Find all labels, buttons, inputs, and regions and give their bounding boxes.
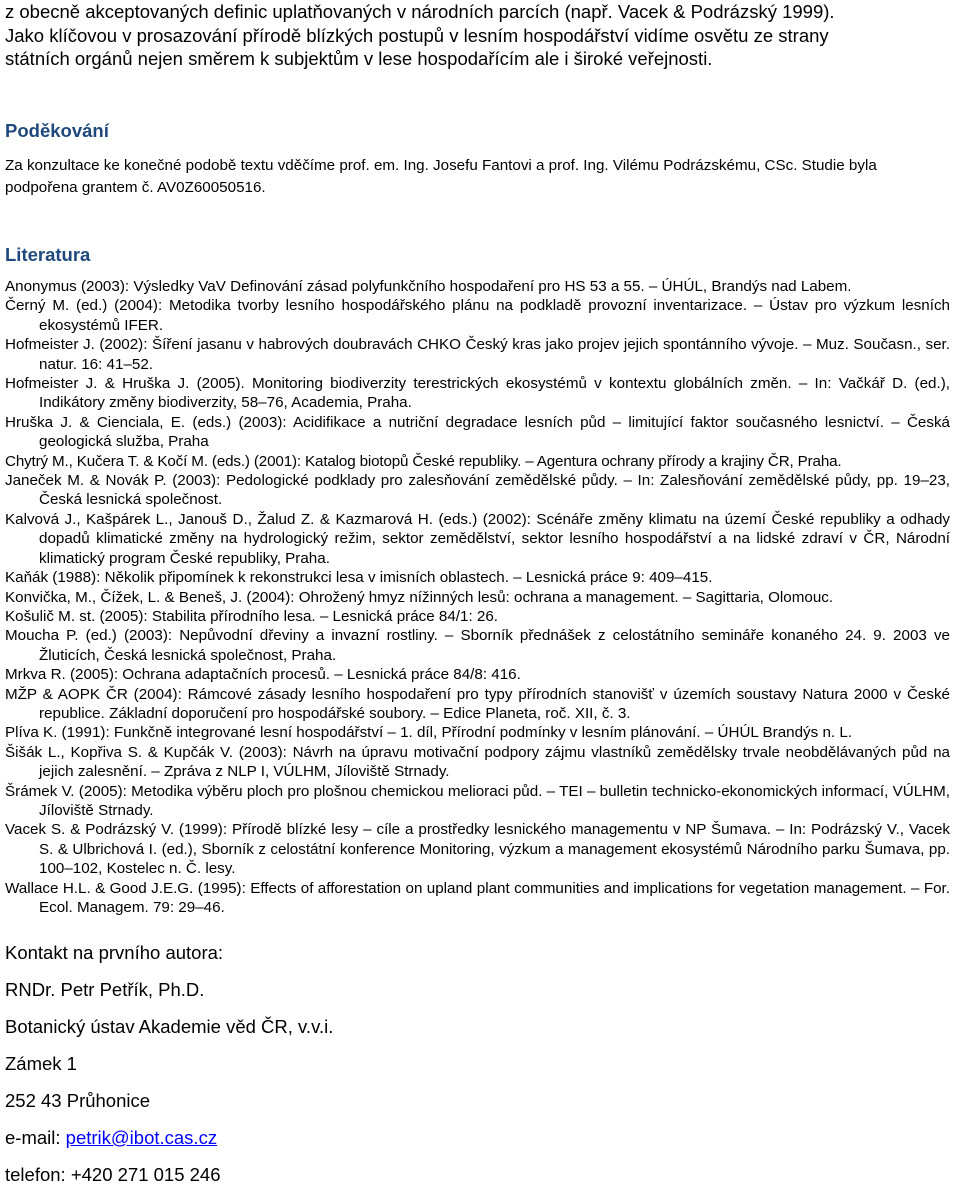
reference-item: Mrkva R. (2005): Ochrana adaptačních procesů. – Lesnická práce 84/8: 416. (5, 666, 521, 684)
reference-item: Košulič M. st. (2005): Stabilita přírodního lesa. – Lesnická práce 84/1: 26. (5, 607, 499, 625)
author-institution: Botanický ústav Akademie věd ČR, v.v.i. (5, 1016, 334, 1037)
reference-item: Konvička, M., Čížek, L. & Beneš, J. (2004): Ohrožený hmyz nížinných lesů: ochrana a management. – Sagittaria, Olomouc. (5, 588, 834, 606)
reference-item: Kaňák (1988): Několik připomínek k rekonstrukci lesa v imisních oblastech. – Lesnická práce 9: 409–415. (5, 569, 713, 587)
address-city: 252 43 Průhonice (5, 1090, 151, 1111)
reference-item: Plíva K. (1991): Funkčně integrované lesní hospodářství – 1. díl, Přírodní podmínky v lesním plánování. – ÚHÚL Brandýs n. L. (5, 724, 852, 742)
reference-item: Kalvová J., Kašpárek L., Janouš D., Žalud Z. & Kazmarová H. (eds.) (2002): Scénáře změny klimatu na území České republiky a odhady dopadů klimatické změny na hydrologický režim, sektor zemědělství, sektor lesního hospodářství a na lidské zdraví v ČR, Národní klimatický program České republiky, Praha. (5, 510, 950, 567)
document-page (5, 0, 950, 1185)
contact-heading: Kontakt na prvního autora: (5, 942, 224, 963)
reference-item: Šišák L., Kopřiva S. & Kupčák V. (2003): Návrh na úpravu motivační podpory zájmu vlastníků zemědělsky trvale neobdělávaných půd na jejich zalesnění. – Zpráva z NLP I, VÚLHM, Jíloviště Strnady. (5, 743, 950, 781)
reference-item: Černý M. (ed.) (2004): Metodika tvorby lesního hospodářského plánu na podkladě provozní inventarizace. – Ústav pro výzkum lesních ekosystémů IFER. (5, 297, 950, 334)
intro-line: Jako klíčovou v prosazování přírodě blízkých postupů v lesním hospodářství vidíme osvětu ze strany (5, 24, 829, 46)
reference-item: Hruška J. & Cienciala, E. (eds.) (2003): Acidifikace a nutriční degradace lesních půd – limitující faktor současného lesnictví. – Česká geologická služba, Praha (5, 413, 950, 451)
reference-item: Hofmeister J. (2002): Šíření jasanu v habrových doubravách CHKO Český kras jako projev jejich spontánního vývoje. – Muz. Současn., ser. natur. 16: 41–52. (5, 336, 950, 373)
author-name: RNDr. Petr Petřík, Ph.D. (5, 979, 205, 1000)
intro-line: státních orgánů nejen směrem k subjektům v lese hospodařícím ale i široké veřejnosti. (5, 48, 713, 69)
address-street: Zámek 1 (5, 1053, 77, 1074)
reference-item: Wallace H.L. & Good J.E.G. (1995): Effects of afforestation on upland plant communities and implications for vegetation management. – For. Ecol. Managem. 79: 29–46. (5, 879, 950, 916)
reference-item: Janeček M. & Novák P. (2003): Pedologické podklady pro zalesňování zemědělské půdy. – In: Zalesňování zemědělské půdy, pp. 19–23, Česká lesnická společnost. (5, 472, 950, 509)
reference-item: Hofmeister J. & Hruška J. (2005). Monitoring biodiverzity terestrických ekosystémů v kontextu globálních změn. – In: Vačkář D. (ed.), Indikátory změny biodiverzity, 58–76, Academia, Praha. (5, 375, 950, 412)
reference-item: Šrámek V. (2005): Metodika výběru ploch pro plošnou chemickou melioraci půd. – TEI – bulletin technicko-ekonomických informací, VÚLHM, Jíloviště Strnady. (5, 782, 950, 819)
email-label: e-mail: (5, 1127, 66, 1148)
reference-item: Anonymus (2003): Výsledky VaV Definování zásad polyfunkčního hospodaření pro HS 53 a 55. – ÚHÚL, Brandýs nad Labem. (5, 278, 852, 295)
intro-line: z obecně akceptovaných definic uplatňovaných v národních parcích (např. Vacek & Podrázský 1999). (5, 1, 835, 22)
intro-paragraph (5, 0, 950, 71)
phone-line: telefon: +420 271 015 246 (5, 1164, 221, 1185)
reference-list (5, 277, 950, 917)
reference-item: Moucha P. (ed.) (2003): Nepůvodní dřeviny a invazní rostliny. – Sborník přednášek z celostátního semináře konaného 24. 9. 2003 ve Žluticích, Česká lesnická společnost, Praha. (5, 627, 950, 664)
acknowledgement-heading: Poděkování (5, 120, 109, 141)
reference-item: Vacek S. & Podrázský V. (1999): Přírodě blízké lesy – cíle a prostředky lesnického managementu v NP Šumava. – In: Podrázský V., Vacek S. & Ulbrichová I. (ed.), Sborník z celostátní konference Monitoring, výzkum a management ekosystémů Národního parku Šumava, pp. 100–102, Kostelec n. Č. lesy. (5, 821, 950, 878)
reference-item: Chytrý M., Kučera T. & Kočí M. (eds.) (2001): Katalog biotopů České republiky. – Agentura ochrany přírody a krajiny ČR, Praha. (5, 452, 842, 470)
reference-item: MŽP & AOPK ČR (2004): Rámcové zásady lesního hospodaření pro typy přírodních stanovišť v územích soustavy Natura 2000 v České republice. Základní doporučení pro hospodářské soubory. – Edice Planeta, roč. XII, č. 3. (5, 685, 950, 722)
email-link[interactable]: petrik@ibot.cas.cz (65, 1127, 218, 1148)
acknowledgement-text: Za konzultace ke konečné podobě textu vděčíme prof. em. Ing. Josefu Fantovi a prof. Ing. Vilému Podrázskému, CSc. Studie byla podpořena grantem č. AV0Z60050516. (5, 157, 877, 196)
literature-heading: Literatura (5, 244, 91, 265)
email-line (5, 1127, 217, 1149)
